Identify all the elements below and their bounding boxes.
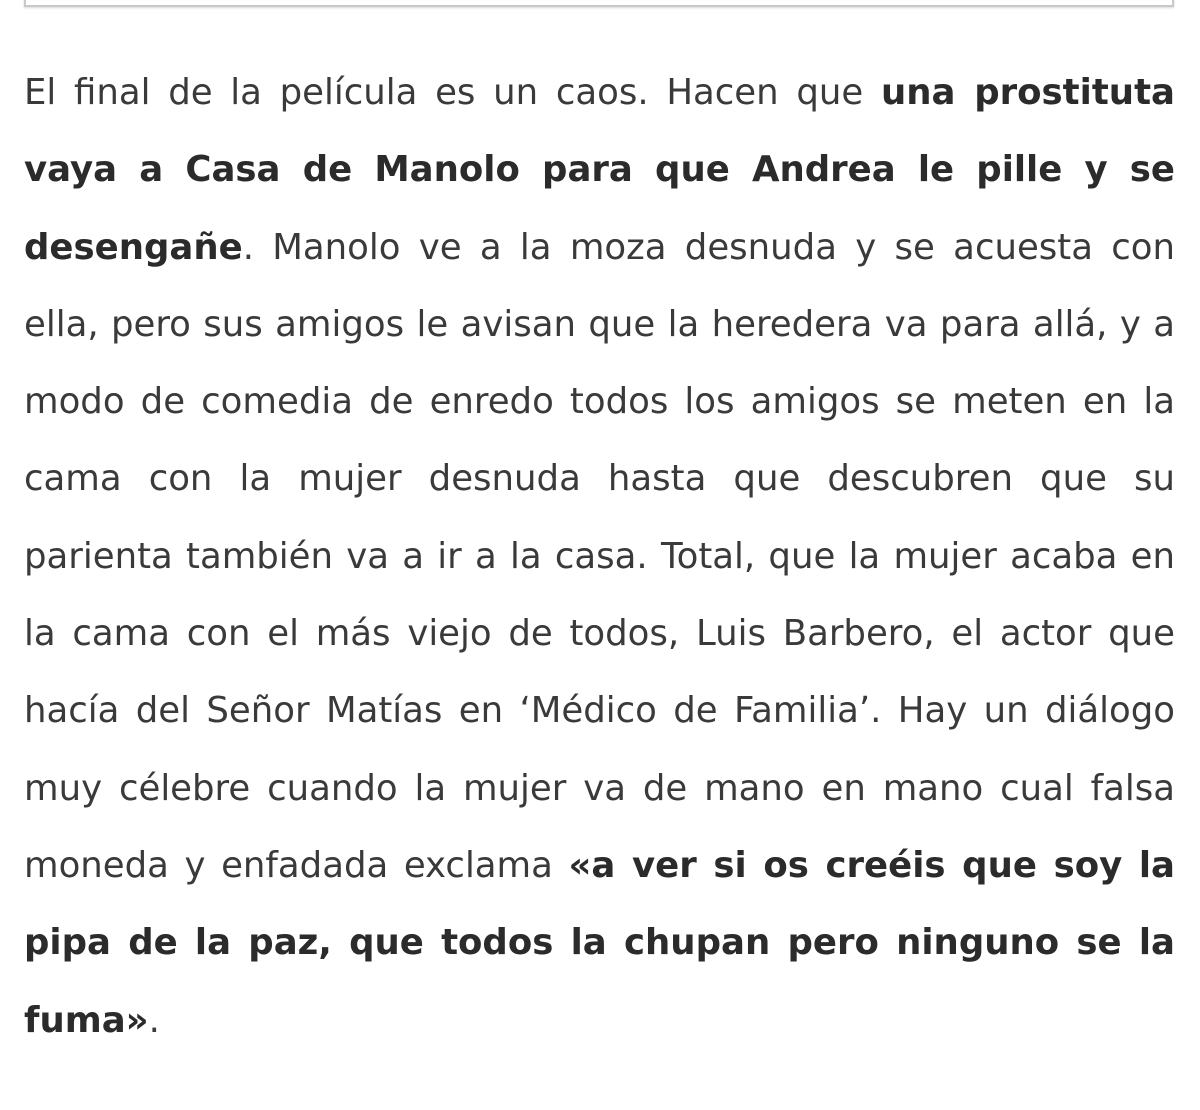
- paragraph-text-intro: El final de la película es un caos. Hacen que: [24, 72, 881, 113]
- paragraph-text-body: . Manolo ve a la moza desnuda y se acuesta con ella, pero sus amigos le avisan que la heredera va para allá, y a modo de comedia de enredo todos los amigos se meten en la cama con la mujer desnuda hasta que descubren que su parienta también va a ir a la casa. Total, que la mujer acaba en la cama con el más viejo de todos, Luis Barbero, el actor que hacía del Señor Matías en ‘Médico de Familia’. Hay un diálogo muy célebre cuando la mujer va de mano en mano cual falsa moneda y enfadada exclama: [24, 226, 1175, 886]
- paragraph-text-bold-quote: «a ver si os creéis que soy la pipa de la paz, que todos la chupan pero ninguno se la fuma»: [24, 844, 1175, 1041]
- paragraph-text-bold-plot: una prostituta vaya a Casa de Manolo para que Andrea le pille y se desengañe: [24, 72, 1175, 268]
- previous-content-box: [24, 0, 1174, 7]
- article-paragraph: [24, 54, 1175, 1059]
- paragraph-text-end: .: [148, 999, 160, 1041]
